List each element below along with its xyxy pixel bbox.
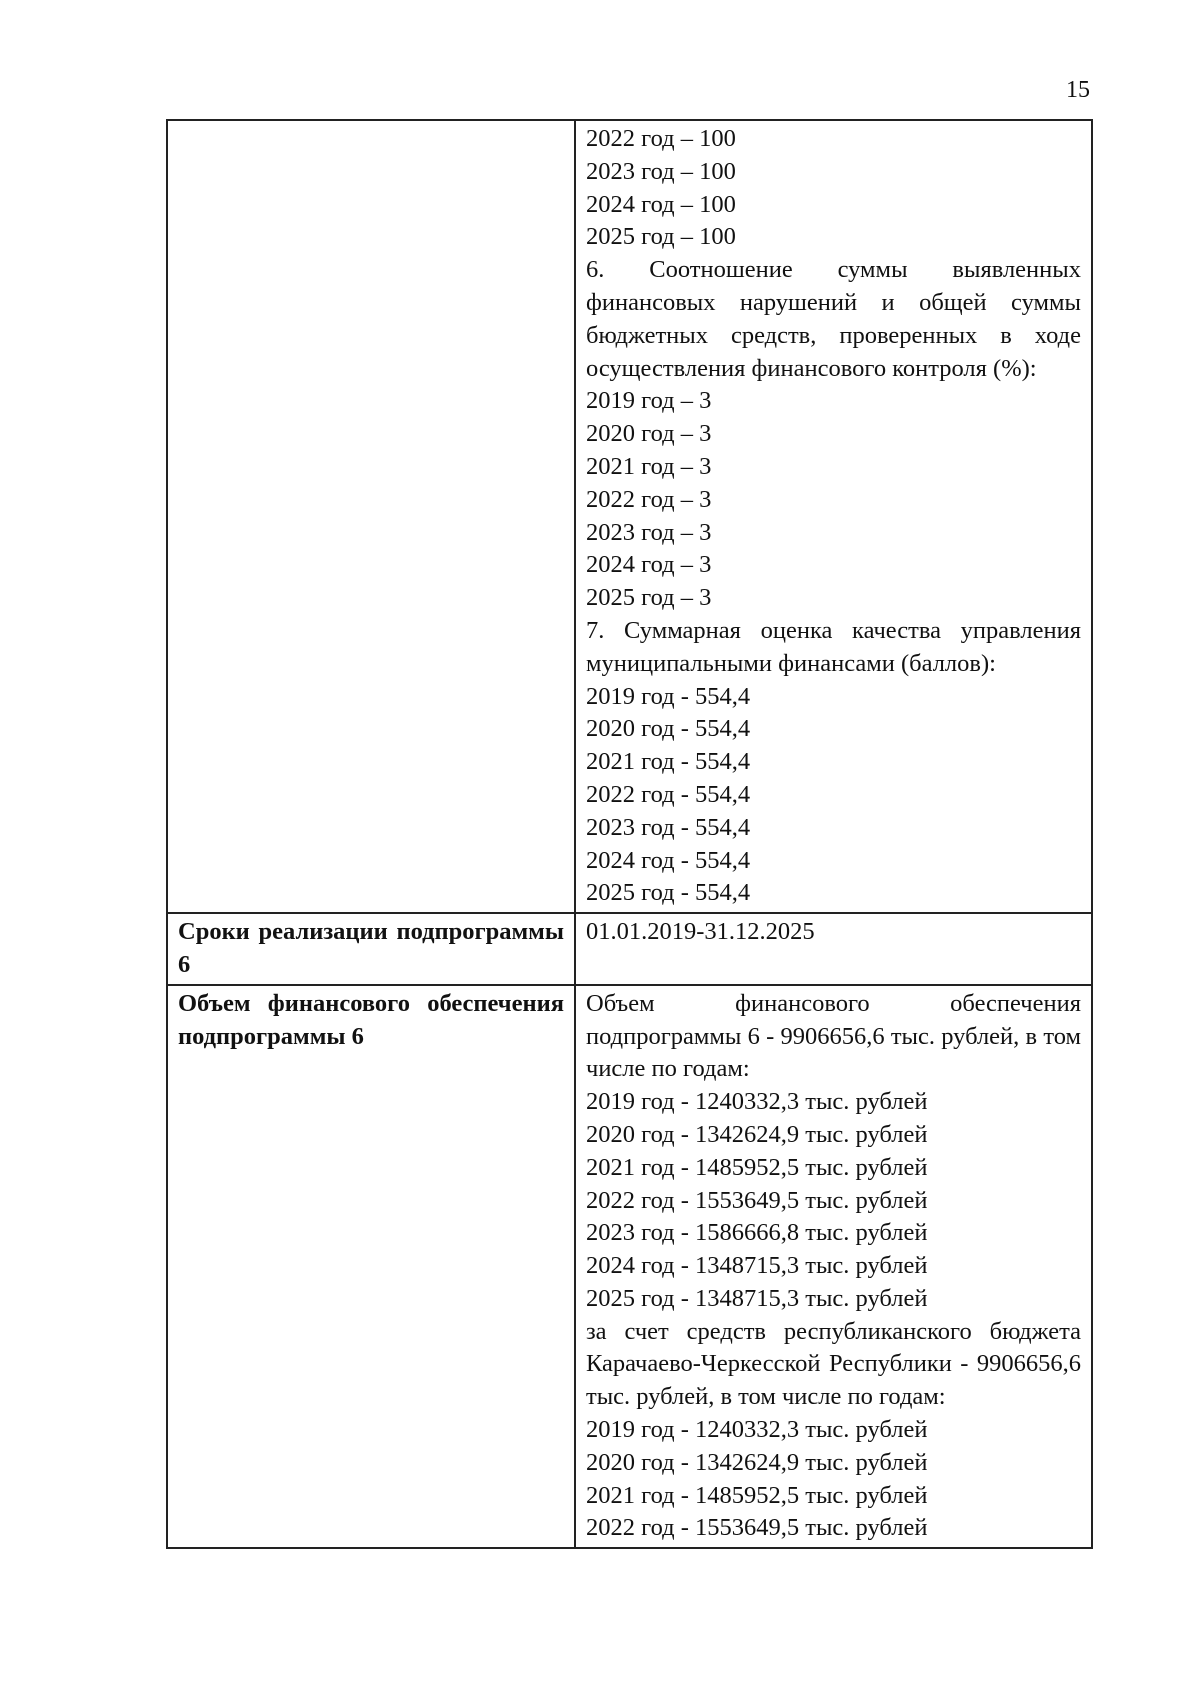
indicator7-year-line: 2023 год - 554,4 — [586, 813, 751, 841]
funding-right-cell — [575, 985, 1092, 1549]
funding-year-line: 2022 год - 1553649,5 тыс. рублей — [586, 1186, 928, 1214]
indicator5-year-line: 2023 год – 100 — [586, 157, 736, 185]
terms-value: 01.01.2019-31.12.2025 — [575, 913, 1092, 985]
indicator5-year-line: 2024 год – 100 — [586, 190, 736, 218]
indicator6-year-line: 2019 год – 3 — [586, 387, 712, 415]
indicator6-year-line: 2021 год – 3 — [586, 452, 712, 480]
indicator7-year-line: 2021 год - 554,4 — [586, 748, 751, 776]
indicators-left-cell — [167, 120, 575, 913]
table-row-indicators — [167, 120, 1092, 913]
budget-year-line: 2022 год - 1553649,5 тыс. рублей — [586, 1514, 928, 1542]
budget-intro: за счет средств республиканского бюджета Карачаево-Черкесской Республики - 9906656,6 тыс. рублей, в том числе по годам: — [586, 1317, 1081, 1411]
indicator7-year-line: 2020 год - 554,4 — [586, 715, 751, 743]
funding-year-line: 2020 год - 1342624,9 тыс. рублей — [586, 1120, 928, 1148]
budget-year-line: 2021 год - 1485952,5 тыс. рублей — [586, 1481, 928, 1509]
funding-intro: Объем финансового обеспечения подпрограммы 6 - 9906656,6 тыс. рублей, в том числе по годам: — [586, 989, 1081, 1083]
funding-year-line: 2021 год - 1485952,5 тыс. рублей — [586, 1153, 928, 1181]
funding-label: Объем финансового обеспечения подпрограммы 6 — [167, 985, 575, 1549]
table-row-terms — [167, 913, 1092, 985]
indicator6-year-line: 2024 год – 3 — [586, 551, 712, 579]
funding-year-line: 2019 год - 1240332,3 тыс. рублей — [586, 1088, 928, 1116]
indicator7-year-line: 2024 год - 554,4 — [586, 846, 751, 874]
indicator6-year-line: 2023 год – 3 — [586, 518, 712, 546]
budget-year-line: 2020 год - 1342624,9 тыс. рублей — [586, 1448, 928, 1476]
indicator5-year-line: 2025 год – 100 — [586, 223, 736, 251]
indicator6-year-line: 2022 год – 3 — [586, 485, 712, 513]
indicator7-year-line: 2019 год - 554,4 — [586, 682, 751, 710]
indicator7-year-line: 2025 год - 554,4 — [586, 879, 751, 907]
indicator7-title: 7. Суммарная оценка качества управления муниципальными финансами (баллов): — [586, 616, 1081, 677]
indicator5-year-line: 2022 год – 100 — [586, 125, 736, 152]
indicator6-year-line: 2020 год – 3 — [586, 420, 712, 448]
funding-year-line: 2025 год - 1348715,3 тыс. рублей — [586, 1284, 928, 1312]
terms-label: Сроки реализации подпрограммы 6 — [167, 913, 575, 985]
passport-table — [166, 119, 1093, 1549]
table-row-funding — [167, 985, 1092, 1549]
page-number: 15 — [1066, 77, 1090, 103]
indicators-right-cell — [575, 120, 1092, 913]
indicator6-year-line: 2025 год – 3 — [586, 584, 712, 612]
indicator6-title: 6. Соотношение суммы выявленных финансовых нарушений и общей суммы бюджетных средств, проверенных в ходе осуществления финансового контроля (%): — [586, 256, 1081, 382]
funding-year-line: 2024 год - 1348715,3 тыс. рублей — [586, 1252, 928, 1280]
budget-year-line: 2019 год - 1240332,3 тыс. рублей — [586, 1416, 928, 1444]
funding-year-line: 2023 год - 1586666,8 тыс. рублей — [586, 1219, 928, 1247]
indicator7-year-line: 2022 год - 554,4 — [586, 780, 751, 808]
